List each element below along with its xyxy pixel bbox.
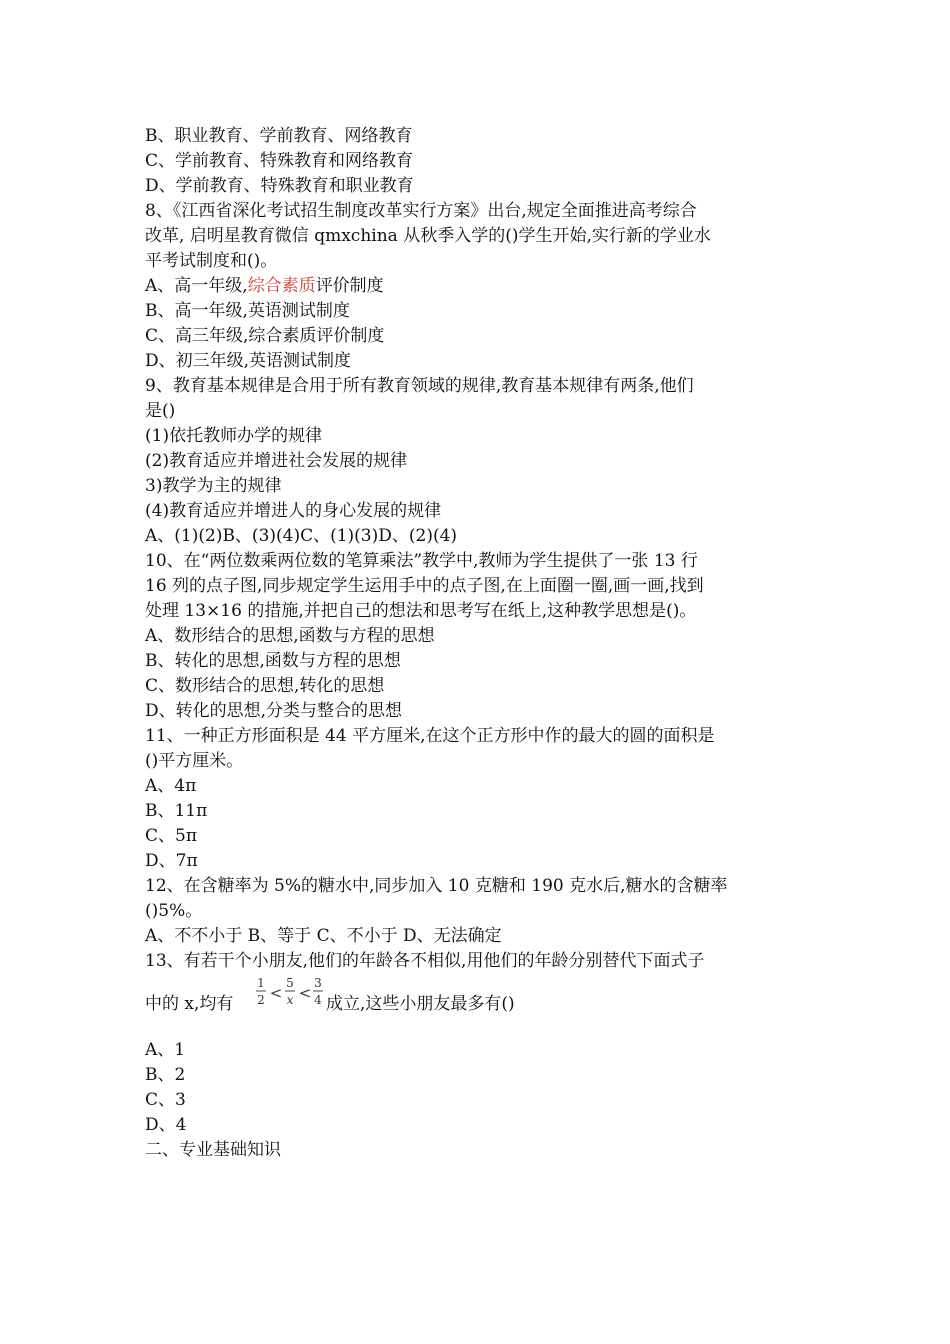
question-13-line-2 [145,974,810,1030]
question-9-line-1: 9、教育基本规律是合用于所有教育领域的规律,教育基本规律有两条,他们 [145,376,694,396]
q8-option-c: C、高三年级,综合素质评价制度 [145,326,385,346]
section-heading: 二、专业基础知识 [145,1140,281,1160]
fraction-1-denominator: 2 [257,993,265,1007]
fraction-2-numerator: 5 [286,976,294,990]
option-b: B、职业教育、学前教育、网络教育 [145,126,413,146]
question-10-line-2: 16 列的点子图,同步规定学生运用手中的点子图,在上面圈一圈,画一画,找到 [145,576,704,596]
document-page [145,124,810,1163]
q13-option-d: D、4 [145,1115,187,1135]
q8-option-a-suffix: 评价制度 [315,276,384,296]
less-than-sign-1: < [269,984,283,1002]
spacer [145,1030,810,1038]
question-11-line-2: ()平方厘米。 [145,751,244,771]
q13-option-c: C、3 [145,1090,186,1110]
fraction-3-denominator: 4 [314,993,322,1007]
question-8-line-1: 8、《江西省深化考试招生制度改革实行方案》出台,规定全面推进高考综合 [145,201,697,221]
q9-options: A、(1)(2)B、(3)(4)C、(1)(3)D、(2)(4) [145,526,458,546]
q8-option-d: D、初三年级,英语测试制度 [145,351,352,371]
less-than-sign-2: < [298,984,312,1002]
question-10-line-3: 处理 13×16 的措施,并把自己的想法和思考写在纸上,这种教学思想是()。 [145,601,697,621]
q8-option-a [145,274,810,299]
q10-option-d: D、转化的思想,分类与整合的思想 [145,701,403,721]
question-9-line-2: 是() [145,401,176,421]
q8-option-b: B、高一年级,英语测试制度 [145,301,350,321]
question-8-line-3: 平考试制度和()。 [145,251,278,271]
fraction-1-numerator: 1 [257,976,265,990]
fraction-2-denominator: x [286,993,294,1007]
option-d: D、学前教育、特殊教育和职业教育 [145,176,414,196]
q13-text-after-formula: 成立,这些小朋友最多有() [326,994,515,1014]
highlighted-term: 综合素质 [247,276,316,296]
q11-option-c: C、5π [145,826,197,846]
question-8-line-2: 改革, 启明星教育微信 qmxchina 从秋季入学的()学生开始,实行新的学业水 [145,226,711,246]
q13-option-b: B、2 [145,1065,186,1085]
question-12-line-2: ()5%。 [145,901,203,921]
q11-option-d: D、7π [145,851,198,871]
q11-option-b: B、11π [145,801,208,821]
question-12-line-1: 12、在含糖率为 5%的糖水中,同步加入 10 克糖和 190 克水后,糖水的含糖率 [145,876,728,896]
q13-text-before-formula: 中的 x,均有 [145,994,234,1014]
q9-item-1: (1)依托教师办学的规律 [145,426,323,446]
question-11-line-1: 11、一种正方形面积是 44 平方厘米,在这个正方形中作的最大的圆的面积是 [145,726,715,746]
q13-option-a: A、1 [145,1040,186,1060]
fraction-3-numerator: 3 [314,976,322,990]
question-10-line-1: 10、在“两位数乘两位数的笔算乘法”教学中,教师为学生提供了一张 13 行 [145,551,698,571]
q9-item-2: (2)教育适应并增进社会发展的规律 [145,451,408,471]
q8-option-a-prefix: A、高一年级, [145,276,248,296]
q10-option-b: B、转化的思想,函数与方程的思想 [145,651,401,671]
inequality-formula [251,974,325,1016]
q12-options: A、不不小于 B、等于 C、不小于 D、无法确定 [145,926,502,946]
q9-item-3: 3)教学为主的规律 [145,476,282,496]
q10-option-a: A、数形结合的思想,函数与方程的思想 [145,626,435,646]
option-c: C、学前教育、特殊教育和网络教育 [145,151,414,171]
question-13-line-1: 13、有若干个小朋友,他们的年龄各不相似,用他们的年龄分别替代下面式子 [145,951,705,971]
q10-option-c: C、数形结合的思想,转化的思想 [145,676,385,696]
q11-option-a: A、4π [145,776,197,796]
q9-item-4: (4)教育适应并增进人的身心发展的规律 [145,501,442,521]
